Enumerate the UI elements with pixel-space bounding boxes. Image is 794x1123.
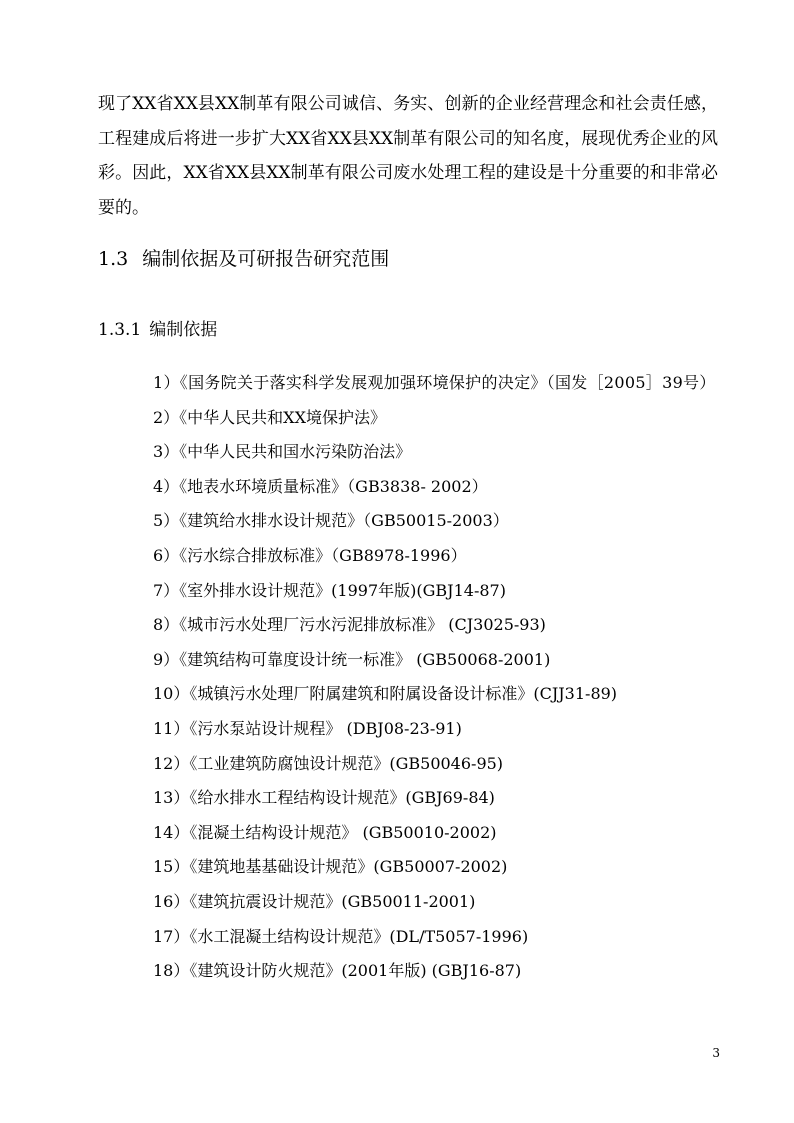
reference-item: 10）《城镇污水处理厂附属建筑和附属设备设计标准》(CJJ31-89) bbox=[153, 684, 618, 704]
reference-item: 7）《室外排水设计规范》(1997年版)(GBJ14-87) bbox=[153, 580, 506, 600]
reference-item: 16）《建筑抗震设计规范》(GB50011-2001) bbox=[153, 891, 476, 911]
page-number: 3 bbox=[712, 1046, 720, 1060]
section-number: 1.3 bbox=[98, 248, 129, 270]
reference-item: 13）《给水排水工程结构设计规范》(GBJ69-84) bbox=[153, 788, 495, 808]
reference-item: 15）《建筑地基基础设计规范》(GB50007-2002) bbox=[153, 857, 508, 877]
subsection-number: 1.3.1 bbox=[98, 320, 142, 340]
reference-item: 17）《水工混凝土结构设计规范》(DL/T5057-1996) bbox=[153, 926, 529, 946]
reference-item: 18）《建筑设计防火规范》(2001年版) (GBJ16-87) bbox=[153, 961, 522, 981]
reference-list bbox=[98, 366, 718, 989]
subsection-title: 编制依据 bbox=[149, 320, 218, 340]
reference-item: 3）《中华人民共和国水污染防治法》 bbox=[153, 442, 412, 462]
reference-item: 5）《建筑给水排水设计规范》（GB50015-2003） bbox=[153, 511, 509, 531]
reference-item: 4）《地表水环境质量标准》（GB3838- 2002） bbox=[153, 476, 488, 496]
intro-paragraph: 现了XX省XX县XX制革有限公司诚信、务实、创新的企业经营理念和社会责任感，工程建成后将进一步扩大XX省XX县XX制革有限公司的知名度，展现优秀企业的风彩。因此，XX省XX县XX制革有限公司废水处理工程的建设是十分重要的和非常必要的。 bbox=[98, 94, 718, 218]
section-heading bbox=[98, 244, 389, 271]
reference-item: 1）《国务院关于落实科学发展观加强环境保护的决定》（国发［2005］39号） bbox=[153, 373, 716, 392]
reference-item: 8）《城市污水处理厂污水污泥排放标准》 (CJ3025-93) bbox=[153, 615, 546, 635]
reference-item: 14）《混凝土结构设计规范》 (GB50010-2002) bbox=[153, 822, 497, 842]
reference-item: 11）《污水泵站设计规程》 (DBJ08-23-91) bbox=[153, 718, 462, 738]
subsection-heading bbox=[98, 315, 217, 340]
reference-item: 9）《建筑结构可靠度设计统一标准》 (GB50068-2001) bbox=[153, 649, 551, 669]
section-title: 编制依据及可研报告研究范围 bbox=[142, 248, 390, 270]
reference-item: 12）《工业建筑防腐蚀设计规范》(GB50046-95) bbox=[153, 753, 504, 773]
reference-item: 2）《中华人民共和XX境保护法》 bbox=[153, 407, 386, 427]
reference-item: 6）《污水综合排放标准》（GB8978-1996） bbox=[153, 545, 467, 565]
